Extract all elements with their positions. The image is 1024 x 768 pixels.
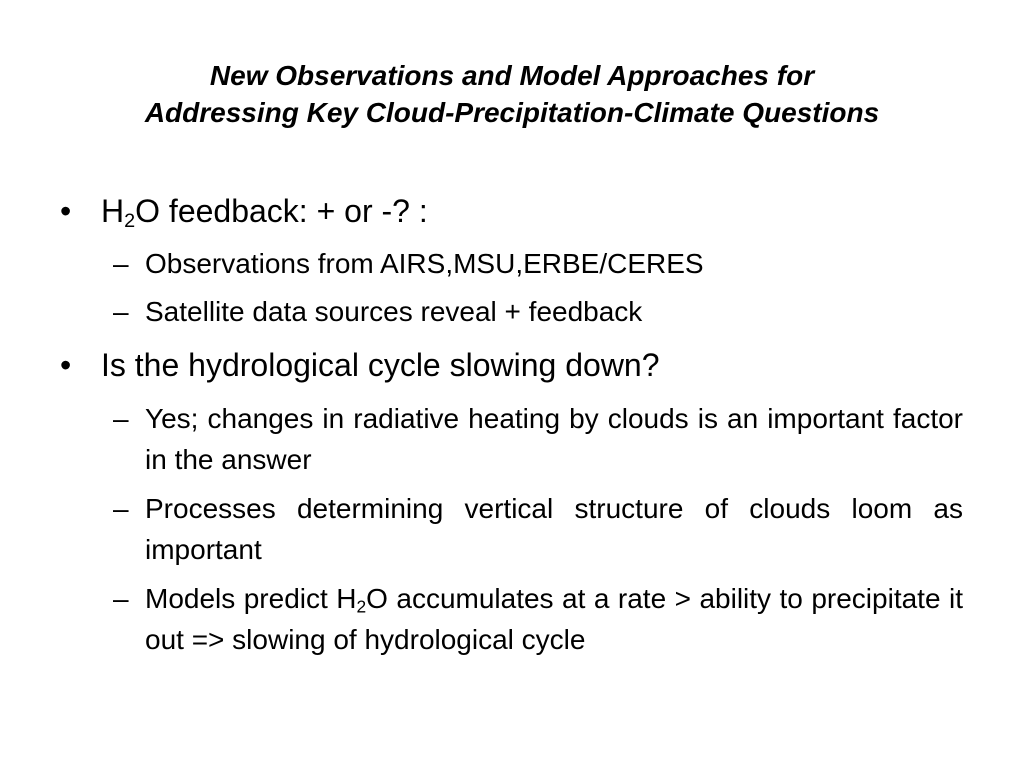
sub-bullet-text: Observations from AIRS,MSU,ERBE/CERES <box>145 248 704 279</box>
sub-bullet-text: Yes; changes in radiative heating by clouds is an important factor in the answer <box>145 403 963 475</box>
dash-marker: – <box>113 296 129 327</box>
sub-bullet-observations <box>113 243 963 284</box>
bullet-hydrological-cycle <box>60 346 964 384</box>
subscript: 2 <box>356 596 367 617</box>
dash-marker: – <box>113 248 129 279</box>
sub-bullet-text-part: O accumulates at a rate > ability to precipitate it out => slowing of hydrological cycle <box>145 583 963 655</box>
bullet-text-part: O feedback: + or -? : <box>135 193 428 229</box>
sub-bullet-text <box>145 578 963 660</box>
bullet-marker: • <box>60 193 72 229</box>
sub-bullet-processes <box>113 488 963 570</box>
title-line-2: Addressing Key Cloud-Precipitation-Climate Questions <box>144 97 880 128</box>
title-line-1: New Observations and Model Approaches for <box>209 60 815 91</box>
dash-marker: – <box>113 493 129 524</box>
bullet-text: Is the hydrological cycle slowing down? <box>101 347 660 383</box>
sub-bullet-satellite <box>113 291 963 332</box>
sub-bullet-models-predict <box>113 578 963 660</box>
bullet-text-part: H <box>101 193 125 229</box>
sub-bullet-text: Processes determining vertical structure of clouds loom as important <box>145 493 963 565</box>
sub-bullet-text-part: Models predict H <box>145 583 357 614</box>
dash-marker: – <box>113 583 129 614</box>
bullet-marker: • <box>60 347 72 383</box>
sub-bullet-yes-changes <box>113 398 963 480</box>
subscript: 2 <box>124 209 136 232</box>
sub-bullet-text: Satellite data sources reveal + feedback <box>145 296 643 327</box>
dash-marker: – <box>113 403 129 434</box>
slide-title <box>40 57 984 131</box>
bullet-h2o-feedback <box>60 192 964 230</box>
bullet-text <box>101 192 964 230</box>
